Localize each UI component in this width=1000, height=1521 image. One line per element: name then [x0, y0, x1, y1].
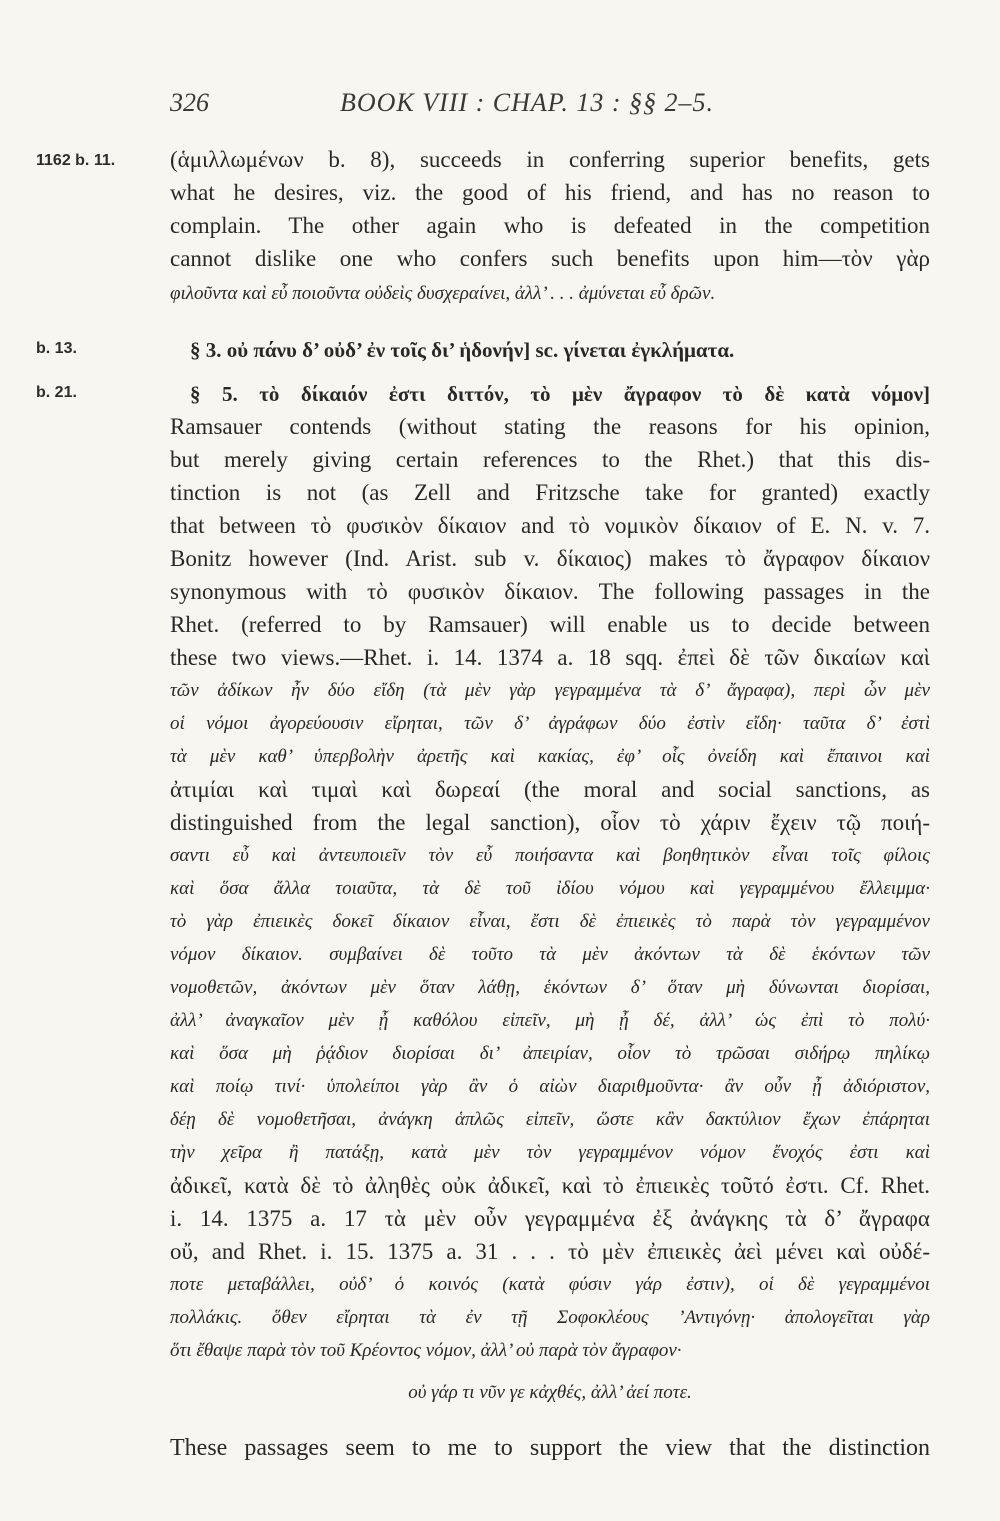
text-line: ὅτι ἔθαψε παρὰ τὸν τοῦ Κρέοντος νόμον, ἀλλ’ οὐ παρὰ τὸν ἄγραφον·	[170, 1340, 682, 1361]
text-line: ποτε μεταβάλλει, οὐδ’ ὁ κοινός (κατὰ φύσιν γάρ ἐστιν), οἱ δὲ γεγραμμένοι	[170, 1274, 930, 1295]
text-line: (ἁμιλλωμένων b. 8), succeeds in conferring superior benefits, gets	[170, 147, 930, 172]
text-line: these two views.—Rhet. i. 14. 1374 a. 18 sqq. ἐπεὶ δὲ τῶν δικαίων καὶ	[170, 645, 930, 670]
margin-ref: 1162 b. 11.	[36, 152, 116, 169]
text-line: synonymous with τὸ φυσικὸν δίκαιον. The following passages in the	[170, 579, 930, 604]
text-line: ἀδικεῖ, κατὰ δὲ τὸ ἀληθὲς οὐκ ἀδικεῖ, καὶ τὸ ἐπιεικὲς τοῦτό ἐστι. Cf. Rhet.	[170, 1173, 930, 1198]
text-line: καὶ ποίῳ τινί· ὑπολείποι γὰρ ἂν ὁ αἰὼν διαριθμοῦντα· ἂν οὖν ᾖ ἀδιόριστον,	[170, 1076, 930, 1097]
text-line: νομοθετῶν, ἀκόντων μὲν ὅταν λάθῃ, ἑκόντων δ’ ὅταν μὴ δύνωνται διορίσαι,	[170, 977, 930, 998]
text-line: οἱ νόμοι ἀγορεύουσιν εἴρηται, τῶν δ’ ἀγράφων δύο ἐστὶν εἴδη· ταῦτα δ’ ἐστὶ	[170, 713, 930, 734]
text-line: complain. The other again who is defeated in the competition	[170, 213, 930, 238]
margin-ref: b. 21.	[36, 384, 77, 401]
text-line: tinction is not (as Zell and Fritzsche take for granted) exactly	[170, 480, 930, 505]
page-number: 326	[170, 88, 209, 117]
text-line: that between τὸ φυσικὸν δίκαιον and τὸ νομικὸν δίκαιον of E. N. v. 7.	[170, 513, 930, 538]
running-head: BOOK VIII : CHAP. 13 : §§ 2–5.	[340, 88, 714, 117]
text-line: Bonitz however (Ind. Arist. sub v. δίκαιος) makes τὸ ἄγραφον δίκαιον	[170, 546, 930, 571]
text-line: i. 14. 1375 a. 17 τὰ μὲν οὖν γεγραμμένα ἐξ ἀνάγκης τὰ δ’ ἄγραφα	[170, 1206, 930, 1231]
text-line: σαντι εὖ καὶ ἀντευποιεῖν τὸν εὖ ποιήσαντα καὶ βοηθητικὸν εἶναι τοῖς φίλοις	[170, 845, 930, 866]
text-line: καὶ ὅσα μὴ ῥᾴδιον διορίσαι δι’ ἀπειρίαν, οἷον τὸ τρῶσαι σιδήρῳ πηλίκῳ	[170, 1043, 930, 1064]
text-line: ἀλλ’ ἀναγκαῖον μὲν ᾖ καθόλου εἰπεῖν, μὴ ᾖ δέ, ἀλλ’ ὡς ἐπὶ τὸ πολύ·	[170, 1010, 930, 1031]
margin-ref: b. 13.	[36, 340, 77, 357]
text-line: οὔ, and Rhet. i. 15. 1375 a. 31 . . . τὸ μὲν ἐπιεικὲς ἀεὶ μένει καὶ οὐδέ-	[170, 1239, 930, 1264]
text-line: τὴν χεῖρα ἢ πατάξῃ, κατὰ μὲν τὸν γεγραμμένον νόμον ἔνοχός ἐστι καὶ	[170, 1142, 930, 1163]
text-line: Rhet. (referred to by Ramsauer) will enable us to decide between	[170, 612, 930, 637]
text-line: distinguished from the legal sanction), οἷον τὸ χάριν ἔχειν τῷ ποιή-	[170, 810, 930, 835]
text-line: τὸ γὰρ ἐπιεικὲς δοκεῖ δίκαιον εἶναι, ἔστι δὲ ἐπιεικὲς τὸ παρὰ τὸν γεγραμμένον	[170, 911, 930, 932]
text-line: δέῃ δὲ νομοθετῆσαι, ἀνάγκη ἁπλῶς εἰπεῖν, ὥστε κἂν δακτύλιον ἔχων ἐπάρηται	[170, 1109, 930, 1130]
lemma-line: § 3. οὐ πάνυ δ’ οὐδ’ ἐν τοῖς δι’ ἡδονήν] sc. γίνεται ἐγκλήματα.	[190, 338, 735, 362]
text-line: Ramsauer contends (without stating the reasons for his opinion,	[170, 414, 930, 439]
text-line: πολλάκις. ὅθεν εἴρηται τὰ ἐν τῇ Σοφοκλέους ’Αντιγόνῃ· ἀπολογεῖται γὰρ	[170, 1307, 930, 1328]
text-line: τῶν ἀδίκων ἦν δύο εἴδη (τὰ μὲν γὰρ γεγραμμένα τὰ δ’ ἄγραφα), περὶ ὧν μὲν	[170, 680, 930, 701]
text-line: νόμον δίκαιον. συμβαίνει δὲ τοῦτο τὰ μὲν ἀκόντων τὰ δὲ ἑκόντων τῶν	[170, 944, 930, 965]
text-line: what he desires, viz. the good of his friend, and has no reason to	[170, 180, 930, 205]
text-line: ἀτιμίαι καὶ τιμαὶ καὶ δωρεαί (the moral and social sanctions, as	[170, 777, 930, 802]
text-line: cannot dislike one who confers such benefits upon him—τὸν γὰρ	[170, 246, 930, 271]
verse-quote: οὐ γάρ τι νῦν γε κἀχθές, ἀλλ’ ἀεί ποτε.	[408, 1382, 692, 1403]
text-line: φιλοῦντα καὶ εὖ ποιοῦντα οὐδεὶς δυσχεραίνει, ἀλλ’ . . . ἀμύνεται εὖ δρῶν.	[170, 283, 716, 304]
closing-line: These passages seem to me to support the view that the distinction	[170, 1435, 930, 1461]
text-line: but merely giving certain references to the Rhet.) that this dis-	[170, 447, 930, 472]
lemma-line: § 5. τὸ δίκαιόν ἐστι διττόν, τὸ μὲν ἄγραφον τὸ δὲ κατὰ νόμον]	[190, 382, 930, 406]
text-line: καὶ ὅσα ἄλλα τοιαῦτα, τὰ δὲ τοῦ ἰδίου νόμου καὶ γεγραμμένου ἔλλειμμα·	[170, 878, 930, 899]
text-line: τὰ μὲν καθ’ ὑπερβολὴν ἀρετῆς καὶ κακίας, ἐφ’ οἷς ὀνείδη καὶ ἔπαινοι καὶ	[170, 746, 930, 767]
